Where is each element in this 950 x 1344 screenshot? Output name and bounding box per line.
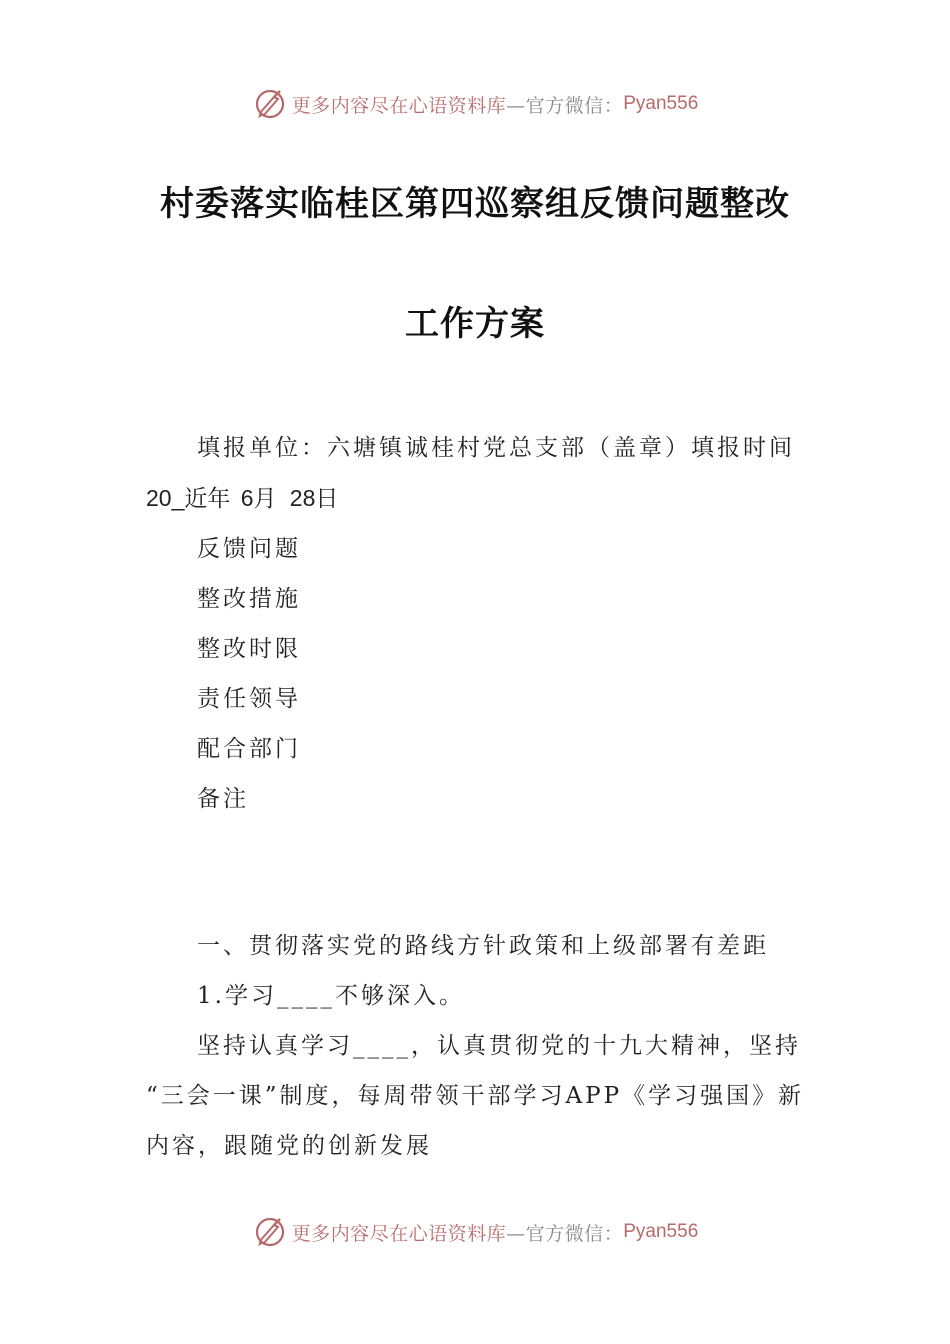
watermark-footer bbox=[0, 1212, 950, 1252]
fill-year: 20_近年 bbox=[146, 485, 231, 511]
watermark-sub-text: —官方微信： bbox=[506, 1222, 624, 1245]
pen-logo-icon bbox=[252, 1214, 288, 1250]
watermark-header bbox=[0, 84, 950, 124]
watermark-sub-text: —官方微信： bbox=[506, 94, 624, 117]
field-rectification-measures: 整改措施 bbox=[197, 586, 301, 612]
document-title-line-1: 村委落实临桂区第四巡察组反馈问题整改 bbox=[160, 184, 790, 224]
watermark-handle: Pyan556 bbox=[623, 93, 699, 114]
watermark-group bbox=[252, 1214, 699, 1250]
fill-month-label: 月 bbox=[253, 486, 280, 512]
document-title-line-2: 工作方案 bbox=[405, 304, 545, 344]
fill-day: 28 bbox=[289, 485, 316, 511]
watermark-main-text: 更多内容尽在心语资料库 bbox=[291, 1222, 507, 1245]
field-responsible-leader: 责任领导 bbox=[197, 686, 301, 712]
section-1-body-line-2: “三会一课”制度，每周带领干部学习APP《学习强国》新 bbox=[146, 1083, 805, 1109]
fill-month: 6 bbox=[240, 485, 254, 511]
fill-info-line-1: 填报单位：六塘镇诚桂村党总支部（盖章）填报时间 bbox=[197, 435, 795, 461]
watermark-handle: Pyan556 bbox=[623, 1221, 699, 1242]
field-cooperating-department: 配合部门 bbox=[197, 736, 301, 762]
field-remarks: 备注 bbox=[197, 786, 249, 812]
field-feedback-issue: 反馈问题 bbox=[197, 536, 301, 562]
pen-logo-icon bbox=[252, 86, 288, 122]
watermark-main-text: 更多内容尽在心语资料库 bbox=[291, 94, 507, 117]
fill-info-line-2 bbox=[146, 473, 341, 524]
section-1-item-1: 1.学习____不够深入。 bbox=[197, 983, 465, 1009]
field-rectification-deadline: 整改时限 bbox=[197, 636, 301, 662]
fill-day-label: 日 bbox=[315, 486, 342, 512]
section-1-body-line-3: 内容，跟随党的创新发展 bbox=[146, 1133, 432, 1159]
section-1-heading: 一、贯彻落实党的路线方针政策和上级部署有差距 bbox=[197, 933, 769, 959]
section-1-body-line-1: 坚持认真学习____，认真贯彻党的十九大精神，坚持 bbox=[197, 1033, 801, 1059]
watermark-group bbox=[252, 86, 699, 122]
